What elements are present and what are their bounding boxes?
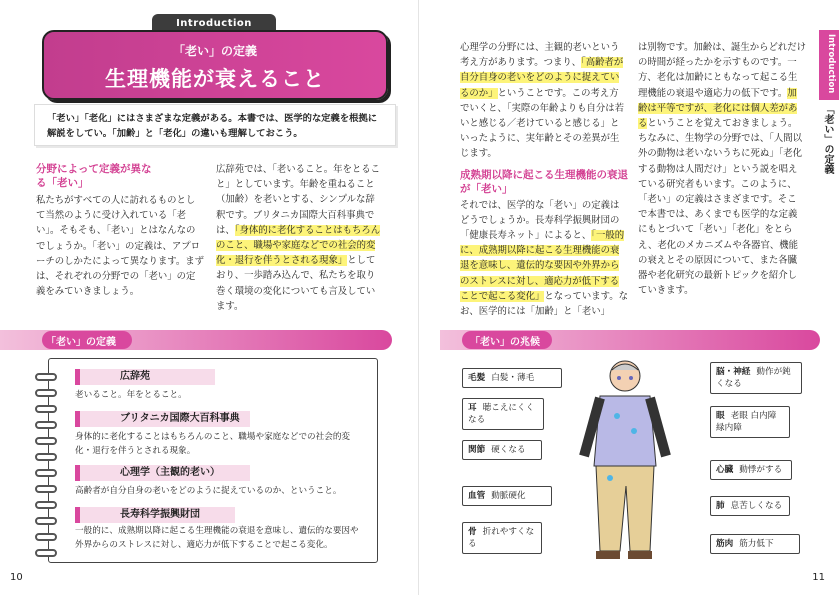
title-box	[42, 30, 388, 100]
nb-text-2: 身体的に老化することはもちろんのこと、職場や家庭などでの社会的変化・退行を伴うとされる現象。	[75, 432, 351, 456]
col1-heading: 分野によって定義が異なる「老い」	[36, 163, 152, 189]
definition-section-bar	[0, 330, 392, 350]
r-col2-text-b: ということを覚えておきましょう。ちなみに、生物学の分野では、「人間以外の動物は老いないうちに死ぬ」「老化する動物は人間だけ」という説を唱えている研究者もいます。このように、「老い」の定義はさまざまです。そこで本書では、あくまでも医学的な定義にもとづいて「老い」「老化」をとらえ、老化のメカニズムや各器官、機能の衰えとその原因について、また各臓器や老化研究の最新トピックを紹介していきます。	[638, 118, 803, 297]
symptom-joint: 関節 硬くなる	[462, 440, 542, 460]
title-sub: 「老い」の定義	[172, 44, 257, 58]
side-tab-en: Introduction	[826, 34, 836, 94]
r-col2-highlight: 加齢は平等ですが、老化には個人差がある	[638, 87, 798, 130]
left-col2	[216, 162, 384, 314]
col1-text: 私たちがすべての人に訪れるものとして当然のように受け入れている「老い」。そもそも、「老い」とはなんなのでしょうか。「老い」の定義は、アプローチのしかたによって異なります。まずは、それぞれの分野での「老い」の定義をみていきましょう。	[36, 195, 205, 298]
nb-title-1: 広辞苑	[75, 369, 215, 385]
col2-text-a: 広辞苑では、「老いること。年をとること」としています。年齢を重ねること（加齢）を老いとする、シンプルな辞釈です。ブリタニカ国際大百科事典では、	[216, 164, 381, 236]
nb-title-3: 心理学（主観的老い）	[75, 465, 250, 481]
symptom-muscle: 筋肉 筋力低下	[710, 534, 800, 554]
nb-text-3: 高齢者が自分自身の老いをどのように捉えているのか、ということ。	[75, 486, 342, 496]
intro-tab: Introduction	[152, 14, 276, 34]
definition-notebook	[48, 358, 378, 563]
r-col1-text-b: ということです。この考え方でいくと、「実際の年齢よりも自分は若いと感じる／老けていると感じる」といったように、実年齢とその差異が生じます。	[460, 87, 625, 160]
r-col1-highlight-1: 「高齢者が自分自身の老いをどのように捉えているのか」	[460, 57, 624, 99]
symptom-heart: 心臓 動悸がする	[710, 460, 792, 480]
symptom-brain: 脳・神経 動作が鈍くなる	[710, 362, 802, 394]
r-col1-text-a: 心理学の分野には、主観的老いという考え方があります。つまり、	[460, 42, 620, 69]
symptom-section-label: 「老い」の兆候	[470, 337, 540, 348]
symptom-bone: 骨 折れやすくなる	[462, 522, 542, 554]
symptom-eye: 眼 老眼 白内障 緑内障	[710, 406, 790, 438]
nb-title-2: ブリタニカ国際大百科事典	[75, 411, 250, 427]
symptom-hair: 毛髪 白髪・薄毛	[462, 368, 562, 388]
page-number-left: 10	[10, 572, 23, 583]
elderly-man-illustration	[570, 356, 680, 566]
right-col2	[638, 40, 806, 298]
nb-title-4: 長寿科学振興財団	[75, 507, 235, 523]
page-number-right: 11	[812, 572, 825, 583]
page-title: 生理機能が衰えること	[105, 67, 325, 91]
right-page	[420, 0, 839, 595]
col2-text-b: としており、一歩踏み込んで、私たちを取り巻く環境の変化についても言及しています。	[216, 255, 376, 312]
symptom-section-bar	[440, 330, 820, 350]
r-col1-text-c: それでは、医学的な「老い」の定義はどうでしょうか。長寿科学振興財団の「健康長寿ネット」によると、	[460, 199, 620, 242]
nb-text-1: 老いること。年をとること。	[75, 390, 187, 400]
lead-text: 「老い」「老化」にはさまざまな定義がある。本書では、医学的な定義を根拠に解説をしてい。「加齢」と「老化」の違いも理解しておこう。	[34, 104, 396, 146]
section-label: 「老い」の定義	[46, 337, 116, 348]
r-col1-text-d: となっています。なお、医学的には「加齢」と「老い」	[460, 290, 629, 318]
left-col1	[36, 162, 204, 299]
side-tab-text: 「老い」の定義	[822, 104, 833, 174]
col2-highlight: 「身体的に老化することはもちろんのこと、職場や家庭などでの社会的変化・退行を伴うとされる現象」	[216, 224, 381, 267]
left-page	[0, 0, 419, 595]
symptom-lung: 肺 息苦しくなる	[710, 496, 790, 516]
nb-text-4: 一般的に、成熟期以降に起こる生理機能の衰退を意味し、遺伝的な要因や外界からのストレスに対し、適応力が低下することで起こる変化。	[75, 526, 359, 550]
symptom-vessel: 血管 動脈硬化	[462, 486, 552, 506]
r-col1-highlight-2: 「一般的に、成熟期以降に起こる生理機能の衰退を意味し、遺伝的な要因や外界からのストレスに対し、適応力が低下することで起こる変化」	[460, 230, 625, 302]
symptom-ear: 耳 聴こえにくくなる	[462, 398, 544, 430]
r-col1-heading: 成熟期以降に起こる生理機能の衰退が「老い」	[460, 168, 628, 195]
right-col1	[460, 40, 628, 319]
r-col2-text-a: は別物です。加齢は、誕生からどれだけの時間が経ったかを示すものです。一方、老化は加齢にともなって起こる生理機能の衰退や適応力の低下です。	[638, 42, 807, 99]
